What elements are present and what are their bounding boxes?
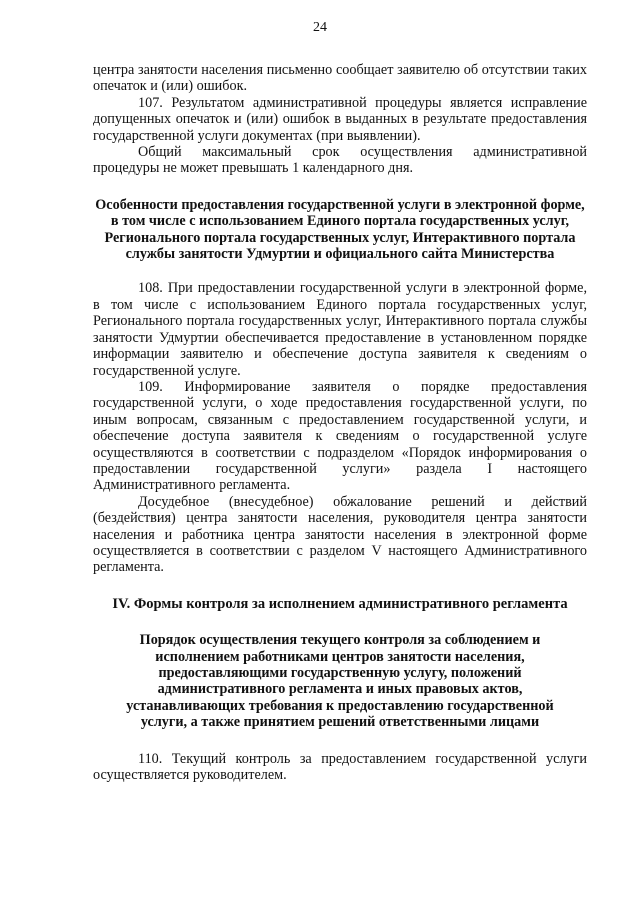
subsection-heading-electronic-form: Особенности предоставления государственной услуги в электронной форме, в том числе с использованием Единого портала государственных услуг, Регионального портала государственных услуг, Интерактивного портала службы занятости Удмуртии и официального сайта Министерства (95, 196, 585, 263)
section-title-iv: IV. Формы контроля за исполнением административного регламента (112, 595, 568, 612)
paragraph-107: 107. Результатом административной процедуры является исправление допущенных опечаток и (или) ошибок в выданных в результате предоставления государственной услуги документах (при выявлении). (93, 94, 587, 144)
paragraph-continuation: центра занятости населения письменно сообщает заявителю об отсутствии таких опечаток и (или) ошибок. (93, 62, 587, 95)
paragraph-max-term: Общий максимальный срок осуществления административной процедуры не может превышать 1 календарного дня. (93, 144, 587, 177)
page-number: 24 (313, 20, 327, 35)
subsection-heading-current-control: Порядок осуществления текущего контроля за соблюдением и исполнением работниками центров занятости населения, предоставляющими государственную услугу, положений административного регламента и иных правовых актов, устанавливающих требования к предоставлению государственной услуги, а также принятием решений ответственными лицами (126, 632, 554, 731)
paragraph-appeal: Досудебное (внесудебное) обжалование решений и действий (бездействия) центра занятости населения, руководителя центра занятости населения и работника центра занятости населения в электронной форме осуществляется в соответствии с разделом V настоящего Административного регламента. (93, 493, 587, 576)
paragraph-110: 110. Текущий контроль за предоставлением государственной услуги осуществляется руководителем. (93, 750, 587, 784)
document-body (93, 62, 587, 783)
paragraph-108: 108. При предоставлении государственной услуги в электронной форме, в том числе с использованием Единого портала государственных услуг, Регионального портала государственных услуг, Интерактивного портала службы занятости Удмуртии обеспечивается предоставление в установленном порядке информации заявителю и обеспечение доступа заявителя к сведениям о государственной услуге. (93, 280, 587, 379)
paragraph-109: 109. Информирование заявителя о порядке предоставления государственной услуги, о ходе предоставления государственной услуги, по иным вопросам, связанным с предоставлением государственной услуги, и обеспечение доступа заявителя к сведениям о государственной услуге осуществляются в соответствии с подразделом «Порядок информирования о предоставлении государственной услуги» раздела I настоящего Административного регламента. (93, 378, 587, 494)
